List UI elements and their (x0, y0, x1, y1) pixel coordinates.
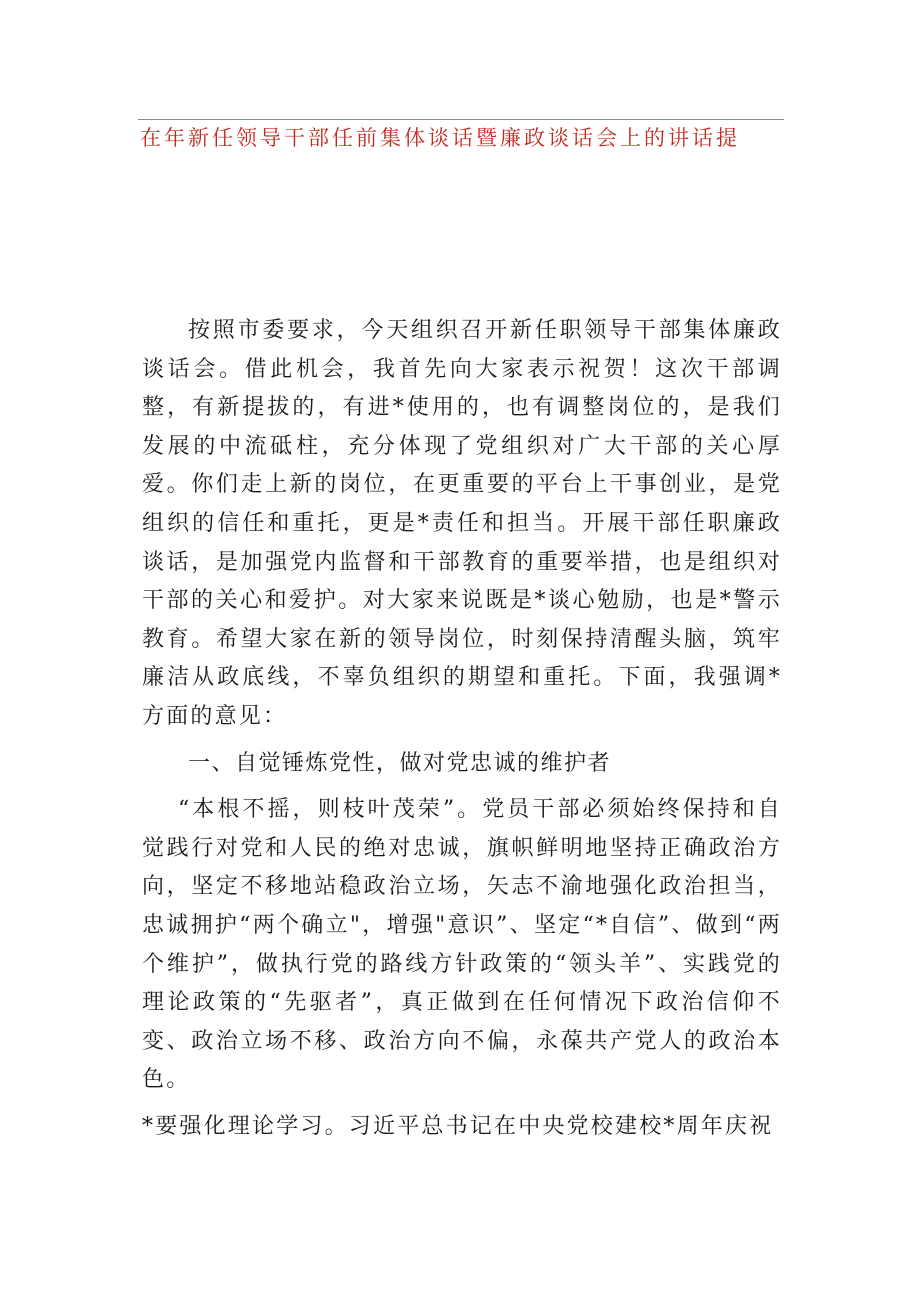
paragraph-intro: 按照市委要求，今天组织召开新任职领导干部集体廉政谈话会。借此机会，我首先向大家表示祝贺！这次干部调整，有新提拔的，有进*使用的，也有调整岗位的，是我们发展的中流砥柱，充分体现了党组织对广大干部的关心厚爱。你们走上新的岗位，在更重要的平台上干事创业，是党组织的信任和重托，更是*责任和担当。开展干部任职廉政谈话，是加强党内监督和干部教育的重要举措，也是组织对干部的关心和爱护。对大家来说既是*谈心勉励，也是*警示教育。希望大家在新的领导岗位，时刻保持清醒头脑，筑牢廉洁从政底线，不辜负组织的期望和重托。下面，我强调*方面的意见： (142, 318, 782, 729)
paragraph-theory-study: *要强化理论学习。习近平总书记在中央党校建校*周年庆祝 (142, 1113, 774, 1139)
document-title: 在年新任领导干部任前集体谈话暨廉政谈话会上的讲话提 (140, 126, 740, 150)
header-rule (138, 119, 784, 120)
document-body (142, 312, 782, 1146)
section-heading-1: 一、自觉锤炼党性，做对党忠诚的维护者 (188, 750, 612, 776)
paragraph-loyalty: “本根不摇，则枝叶茂荣”。党员干部必须始终保持和自觉践行对党和人民的绝对忠诚，旗帜鲜明地坚持正确政治方向，坚定不移地站稳政治立场，矢志不渝地强化政治担当，忠诚拥护“两个确立"，增强"意识”、坚定“*自信”、做到“两个维护”，做执行党的路线方针政策的“领头羊”、实践党的理论政策的“先驱者”，真正做到在任何情况下政治信仰不变、政治立场不移、政治方向不偏，永葆共产党人的政治本色。 (142, 797, 782, 1093)
